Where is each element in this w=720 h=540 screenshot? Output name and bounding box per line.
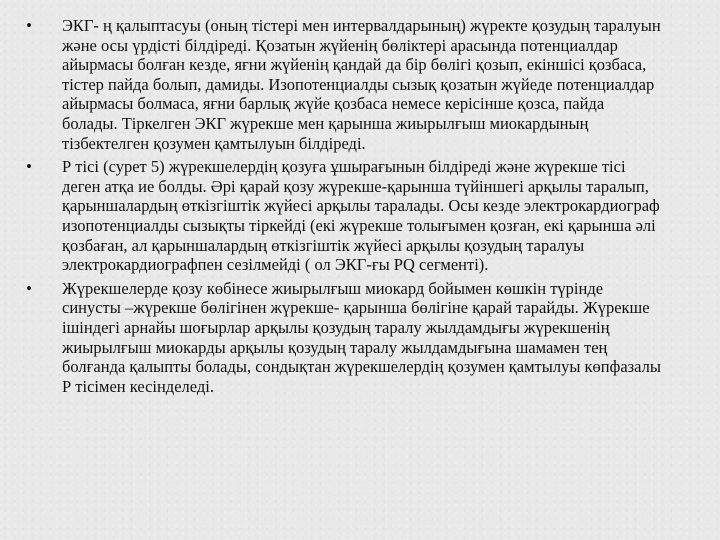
bullet-item-1: [22, 16, 662, 153]
bullet-text-1: ЭКГ- ң қалыптасуы (оның тістері мен интервалдарының) жүректе қозудың таралуын және осы үрдісті білдіреді. Қозатын жүйенің бөліктері арасында потенциалдар айырмасы болған кезде, яғни жүйенің қандай да бір бөлігі қозып, екіншісі қозбаса, тістер пайда болып, дамиды. Изопотенциалды сызық қозатын жүйеде потенциалдар айырмасы болмаса, яғни барлық жүйе қозбаса немесе керісінше қозса, пайда болады. Тіркелген ЭКГ жүрекше мен қарынша жиырылғыш миокардының тізбектелген қозумен қамтылуын білдіреді.: [62, 16, 661, 153]
bullet-dot-icon: •: [26, 278, 32, 298]
bullet-item-2: [22, 157, 662, 275]
bullet-text-3: Жүрекшелерде қозу көбінесе жиырылғыш миокард бойымен көшкін түрінде синусты –жүрекше бөлігінен жүрекше- қарынша бөлігіне қарай тарайды. Жүрекше ішіндегі арнайы шоғырлар арқылы қозудың таралу жылдамдығы жүрекшенің жиырылғыш миокарды арқылы қозудың таралу жылдамдығына шамамен тең болғанда қалыпты болады, сондықтан жүрекшелердің қозумен қамтылуы көпфазалы Р тісімен кесінделеді.: [62, 278, 661, 396]
bullet-dot-icon: •: [26, 16, 32, 35]
bullet-text-2: Р тісі (сурет 5) жүрекшелердің қозуға ұшырағынын білдіреді және жүрекше тісі деген атқа ие болды. Әрі қарай қозу жүрекше-қарынша түйіншегі арқылы таралып, қарыншалардың өткізгіштік жүйесі арқылы таралады. Осы кезде электрокардиограф изопотенциалды сызықты тіркейді (екі жүрекше толығымен қозған, екі қарынша әлі қозбаған, ал қарыншалардың өткізгіштік жүйесі арқылы қозудың таралуы электрокардиографпен сезілмейді ( ол ЭКГ-ғы PQ сегменті).: [62, 157, 660, 275]
bullet-dot-icon: •: [26, 157, 32, 177]
bullet-item-3: [22, 279, 662, 397]
bullet-list: [22, 16, 662, 400]
